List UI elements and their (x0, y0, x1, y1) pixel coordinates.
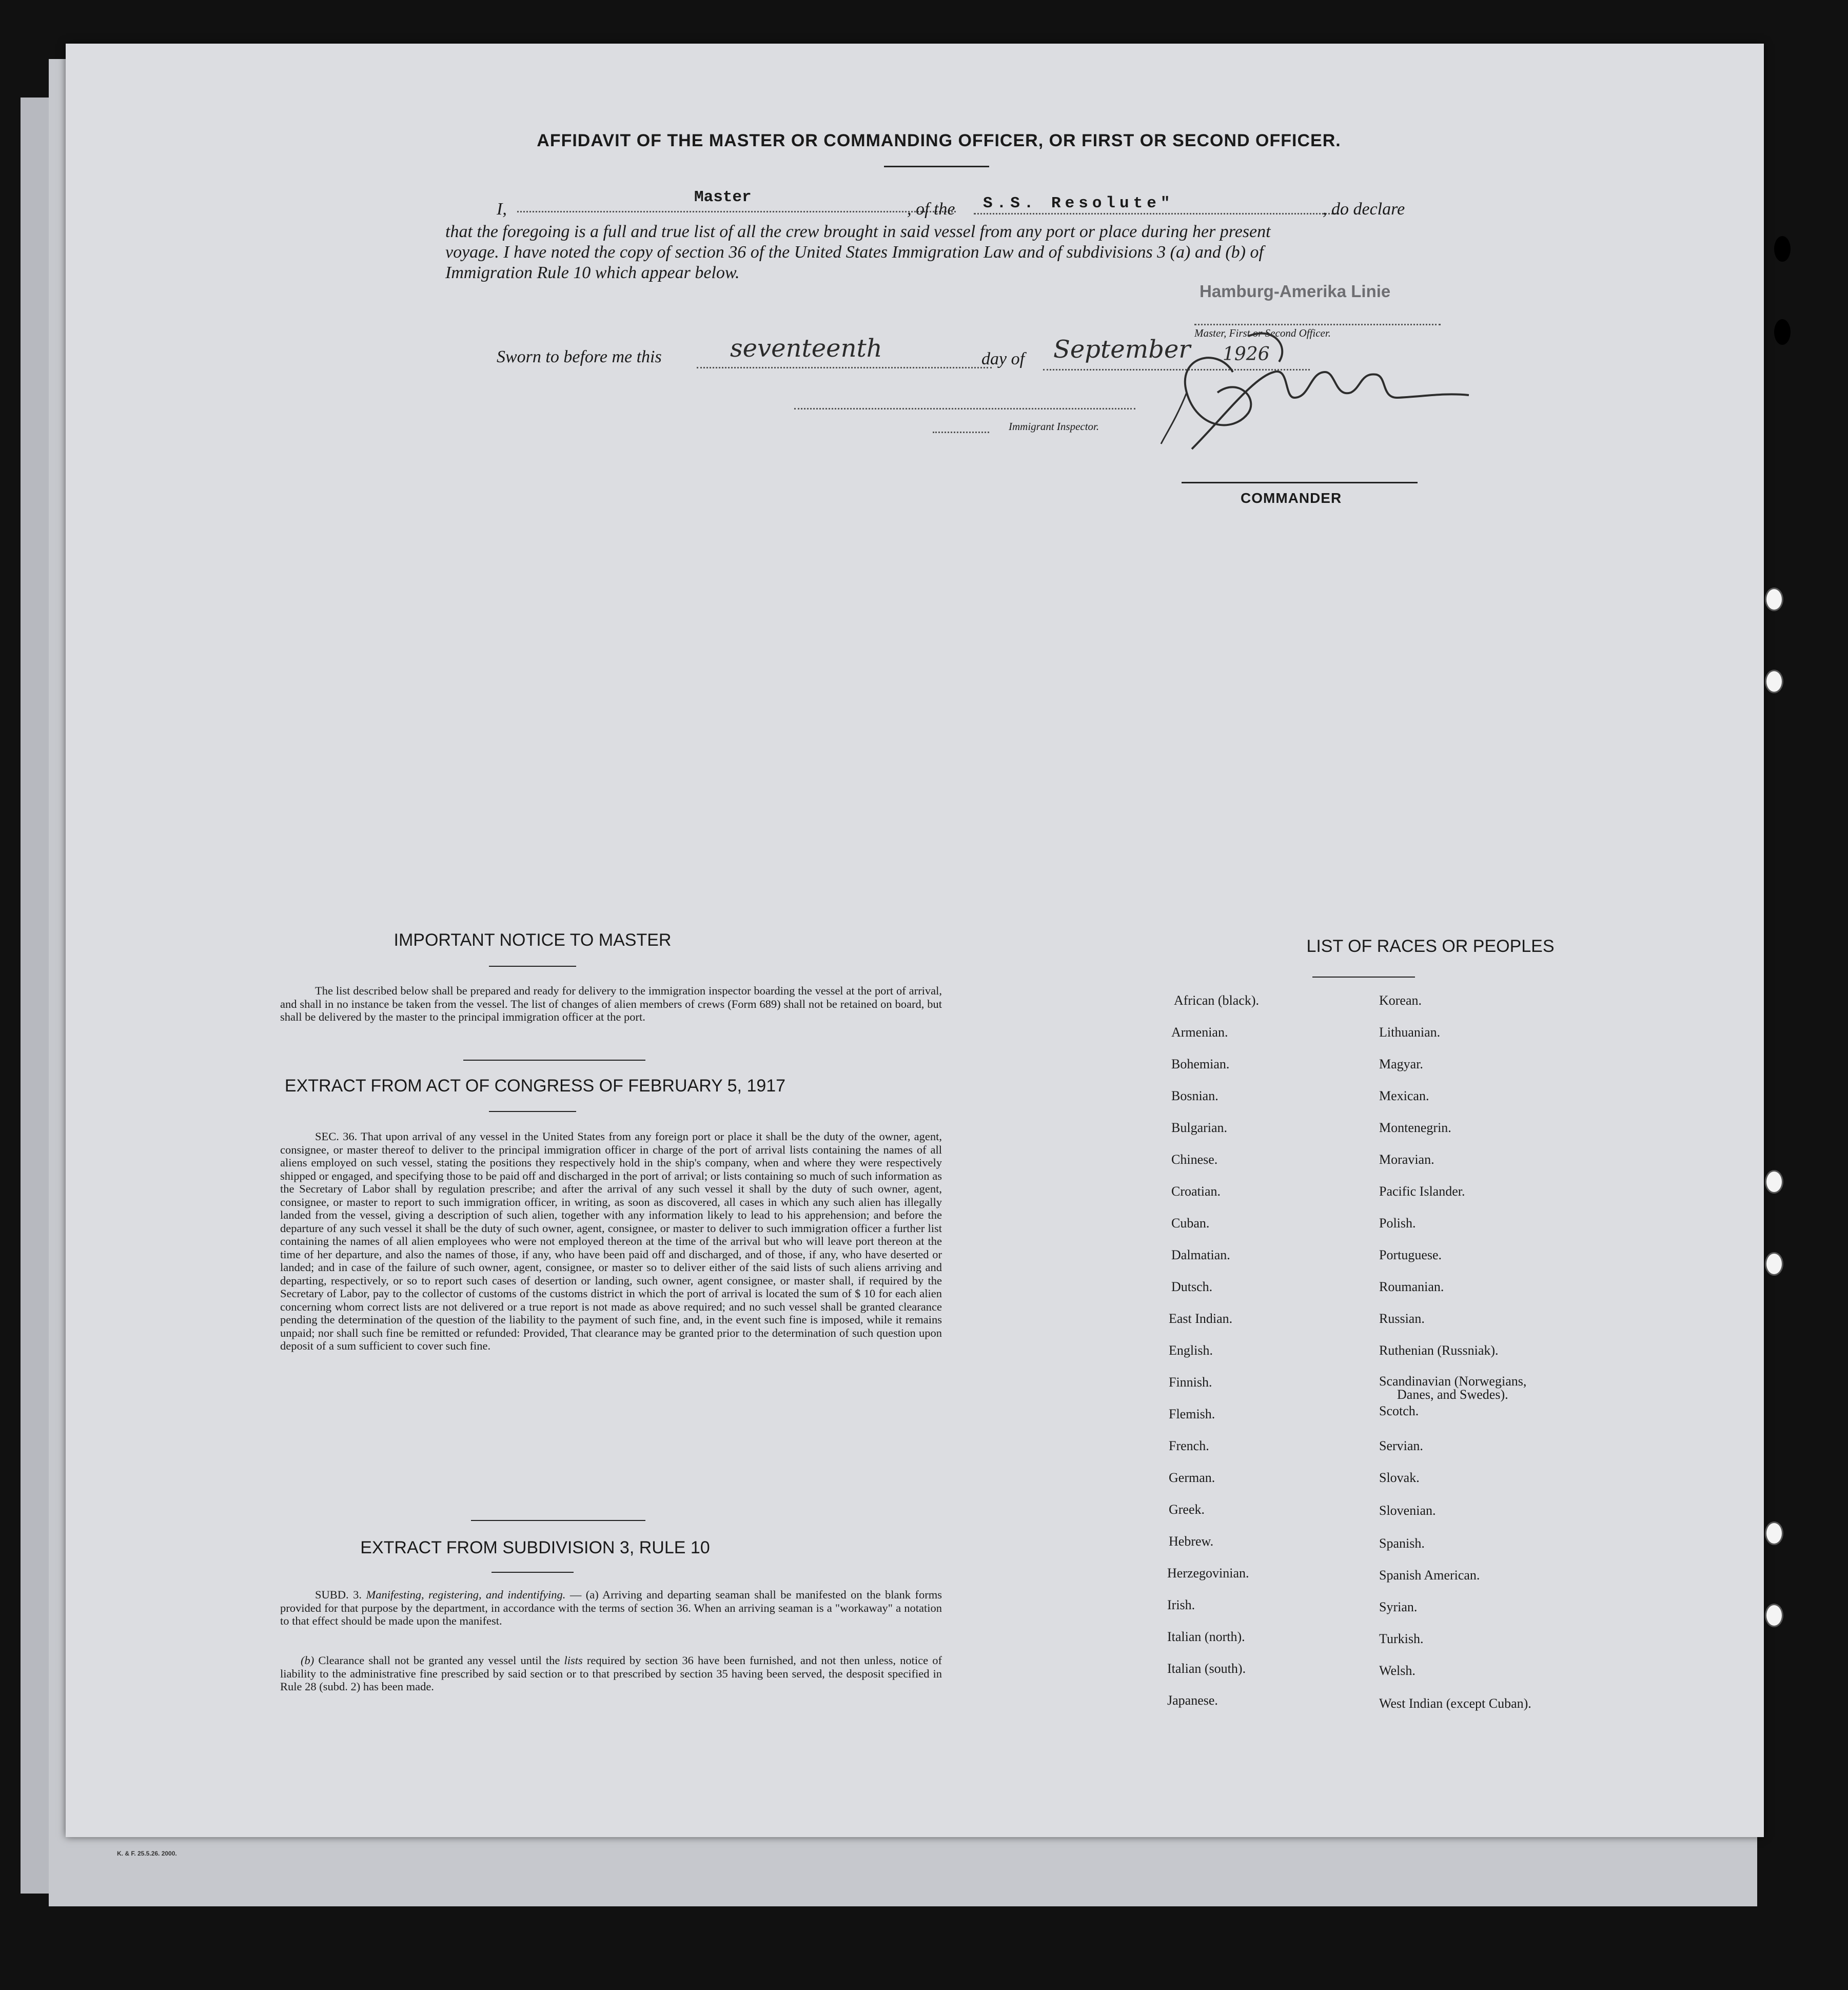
binder-hole-icon (1765, 1252, 1783, 1276)
notice-text: The list described below shall be prepared and ready for delivery to the immigration inspector boarding the vessel at the port of arrival, and shall in no instance be taken from the vessel. The list of changes of alien members of crews (Form 689) shall not be retained on board, but shall be delivered by the master to the principal immigration officer at the port. (280, 984, 942, 1023)
vessel-field-line (974, 213, 1343, 214)
binder-hole-icon (1765, 1604, 1783, 1627)
company-stamp: Hamburg-Amerika Linie (1200, 282, 1391, 301)
rank-field-line (517, 211, 956, 212)
affidavit-line-2: that the foregoing is a full and true list of all the crew brought in said vessel from any port or place during her present (445, 222, 1271, 241)
binder-hole-icon (1765, 1521, 1783, 1545)
act-divider (489, 1111, 576, 1112)
rule-heading: EXTRACT FROM SUBDIVISION 3, RULE 10 (360, 1538, 710, 1557)
rule-para-b-text2: required by section 36 have been furnished, and not then unless, notice of liability to the administrative fine prescribed by said section or to that prescribed by section 35 having been served, the desposit specified in Rule 28 (subd. 2) has been made. (280, 1654, 942, 1693)
race-left-item: Bulgarian. (1171, 1120, 1228, 1135)
rule-para-b-lists: lists (564, 1654, 583, 1667)
rule-para-a-text: Arriving and departing seaman shall be manifested on the blank forms provided for that purpose by the department, in accordance with the terms of section 36. When an arriving seaman is a "workaway" a notation to that effect should be made upon the manifest. (280, 1588, 942, 1627)
sworn-day: seventeenth (730, 334, 882, 363)
race-left-item: Italian (south). (1167, 1661, 1246, 1676)
race-right-item: Ruthenian (Russniak). (1379, 1343, 1499, 1358)
race-right-item: Scandinavian (Norwegians, (1379, 1374, 1527, 1389)
race-left-item: Dalmatian. (1171, 1247, 1230, 1262)
rank-field: Master (694, 188, 752, 206)
races-heading: LIST OF RACES OR PEOPLES (1306, 937, 1555, 956)
declare-label: , do declare (1323, 200, 1405, 219)
race-left-item: Chinese. (1171, 1152, 1218, 1167)
race-right-item: Spanish American. (1379, 1568, 1480, 1583)
race-left-item: Japanese. (1167, 1693, 1218, 1708)
rule-para-a (280, 1588, 942, 1628)
commander-signature-line (1182, 482, 1418, 483)
race-left-item: Finnish. (1169, 1375, 1212, 1390)
race-left-item: Flemish. (1169, 1407, 1215, 1421)
race-right-item: Turkish. (1379, 1631, 1424, 1646)
inspector-caption: Immigrant Inspector. (1009, 420, 1099, 433)
race-right-item: Roumanian. (1379, 1279, 1444, 1294)
rule-para-b-text1: Clearance shall not be granted any vessel until the (318, 1654, 564, 1667)
affidavit-line-3: voyage. I have noted the copy of section 36 of the United States Immigration Law and of subdivisions 3 (a) and (b) of (445, 243, 1264, 262)
race-right-item: West Indian (except Cuban). (1379, 1696, 1531, 1711)
binder-hole-icon (1765, 588, 1783, 611)
sworn-label: Sworn to before me this (497, 347, 662, 366)
race-left-item: English. (1169, 1343, 1213, 1358)
race-left-item: French. (1169, 1438, 1209, 1453)
master-caption: Master, First or Second Officer. (1194, 327, 1331, 339)
race-right-item: Portuguese. (1379, 1247, 1442, 1262)
race-right-item: Syrian. (1379, 1599, 1418, 1614)
sworn-month: September (1053, 335, 1191, 364)
race-left-item: Herzegovinian. (1167, 1566, 1249, 1581)
declarant-label: I, (497, 200, 507, 219)
race-right-item: Slovak. (1379, 1470, 1420, 1485)
act-bottom-divider (471, 1520, 645, 1521)
race-left-item: Greek. (1169, 1502, 1205, 1517)
affidavit-line-4: Immigration Rule 10 which appear below. (445, 263, 740, 282)
document-page (66, 44, 1764, 1857)
rule-para-a-mark: — (a) (565, 1588, 602, 1601)
inspector-signature-line (794, 408, 1135, 409)
race-right-item: Russian. (1379, 1311, 1425, 1326)
race-left-item: Armenian. (1171, 1025, 1228, 1040)
race-right-item: Scotch. (1379, 1403, 1419, 1418)
commander-caption: COMMANDER (1241, 490, 1342, 506)
title-divider (884, 166, 989, 167)
race-right-item: Mexican. (1379, 1088, 1429, 1103)
race-left-item: Hebrew. (1169, 1534, 1214, 1549)
act-text: SEC. 36. That upon arrival of any vessel in the United States from any foreign port or place it shall be the duty of the owner, agent, consignee, or master thereof to deliver to the principal immigration officer in charge of the port of arrival lists containing the names of all aliens employed on such vessel, stating the positions they respectively hold in the ship's company, when and where they were respectively shipped or engaged, and specifying those to be paid off and discharged in the port of arrival; or lists containing so much of such information as the Secretary of Labor shall by regulation prescribe; and after the arrival of any such vessel it shall by the duty of such owner, agent, consignee, or master to report to such immigration officer, in writing, as soon as discovered, all cases in which any such alien has illegally landed from the vessel, giving a description of such alien, together with any information likely to lead to his apprehension; and before the departure of any such vessel it shall be the duty of such owner, agent, consignee, or master to deliver to such immigration officer a further list containing the names of all alien employees who were not employed thereon at the time of the arrival but who will leave port thereon at the time of her departure, and also the names of those, if any, who have been paid off and discharged, and of those, if any, who have deserted or landed; and in case of the failure of such owner, agent, consignee, or master so to deliver either of the said lists of such aliens arriving and departing, respectively, or so to report such cases of desertion or landing, such owner, agent consignee, or master shall, if required by the Secretary of Labor, pay to the collector of customs of the customs district in which the port of arrival is located the sum of $ 10 for each alien concerning whom correct lists are not delivered or a true report is not made as above required; and no such vessel shall be granted clearance pending the determination of the question of the liability to the payment of such fine, and, in the event such fine is imposed, while it remains unpaid; nor shall such fine be remitted or refunded: Provided, That clearance may be granted prior to the determination of such question upon deposit of a sum sufficient to cover such fine. (280, 1130, 942, 1352)
rule-para-b-mark: (b) (301, 1654, 319, 1667)
affidavit-title: AFFIDAVIT OF THE MASTER OR COMMANDING OFFICER, OR FIRST OR SECOND OFFICER. (537, 131, 1341, 150)
race-right-item: Lithuanian. (1379, 1025, 1441, 1040)
rule-para-a-title: Manifesting, registering, and indentifying. (366, 1588, 566, 1601)
race-right-item: Spanish. (1379, 1536, 1425, 1551)
notice-divider (489, 966, 576, 967)
race-left-item: Bohemian. (1171, 1057, 1230, 1071)
notice-bottom-divider (463, 1060, 645, 1061)
race-left-item: Bosnian. (1171, 1088, 1218, 1103)
race-left-item: Dutsch. (1171, 1279, 1213, 1294)
inspector-signature-line-2 (933, 432, 989, 433)
handwritten-signature (1156, 316, 1484, 454)
binder-hole-icon (1765, 670, 1783, 693)
day-of-label: day of (981, 349, 1025, 368)
vessel-field: S.S. Resolute" (983, 194, 1174, 212)
race-right-item: Pacific Islander. (1379, 1184, 1465, 1199)
race-right-item: Danes, and Swedes). (1397, 1387, 1508, 1402)
race-right-item: Slovenian. (1379, 1503, 1436, 1518)
race-left-item: Italian (north). (1167, 1629, 1245, 1644)
sworn-year: 1926 (1223, 344, 1270, 365)
race-right-item: Montenegrin. (1379, 1120, 1451, 1135)
race-right-item: Moravian. (1379, 1152, 1434, 1167)
form-code: K. & F. 25.5.26. 2000. (117, 1850, 177, 1857)
act-heading: EXTRACT FROM ACT OF CONGRESS OF FEBRUARY 5, 1917 (284, 1076, 786, 1096)
race-right-item: Servian. (1379, 1438, 1423, 1453)
race-right-item: Welsh. (1379, 1663, 1416, 1678)
rule-divider (492, 1572, 574, 1573)
race-right-item: Magyar. (1379, 1057, 1423, 1071)
race-left-item: German. (1169, 1470, 1215, 1485)
rule-para-b (280, 1654, 942, 1693)
race-left-item: East Indian. (1169, 1311, 1233, 1326)
race-left-item: African (black). (1174, 993, 1260, 1008)
race-left-item: Irish. (1167, 1597, 1195, 1612)
races-divider (1312, 977, 1415, 978)
binder-hole-icon (1765, 1170, 1783, 1194)
race-left-item: Croatian. (1171, 1184, 1221, 1199)
binder-hole-icon (1774, 236, 1791, 262)
sworn-day-line (697, 367, 992, 368)
binder-hole-icon (1774, 319, 1791, 345)
of-the-label: , of the (907, 200, 955, 219)
race-left-item: Cuban. (1171, 1216, 1210, 1231)
race-right-item: Polish. (1379, 1216, 1416, 1231)
rule-para-a-lead: SUBD. 3. (315, 1588, 366, 1601)
race-right-item: Korean. (1379, 993, 1422, 1008)
notice-heading: IMPORTANT NOTICE TO MASTER (394, 930, 672, 950)
